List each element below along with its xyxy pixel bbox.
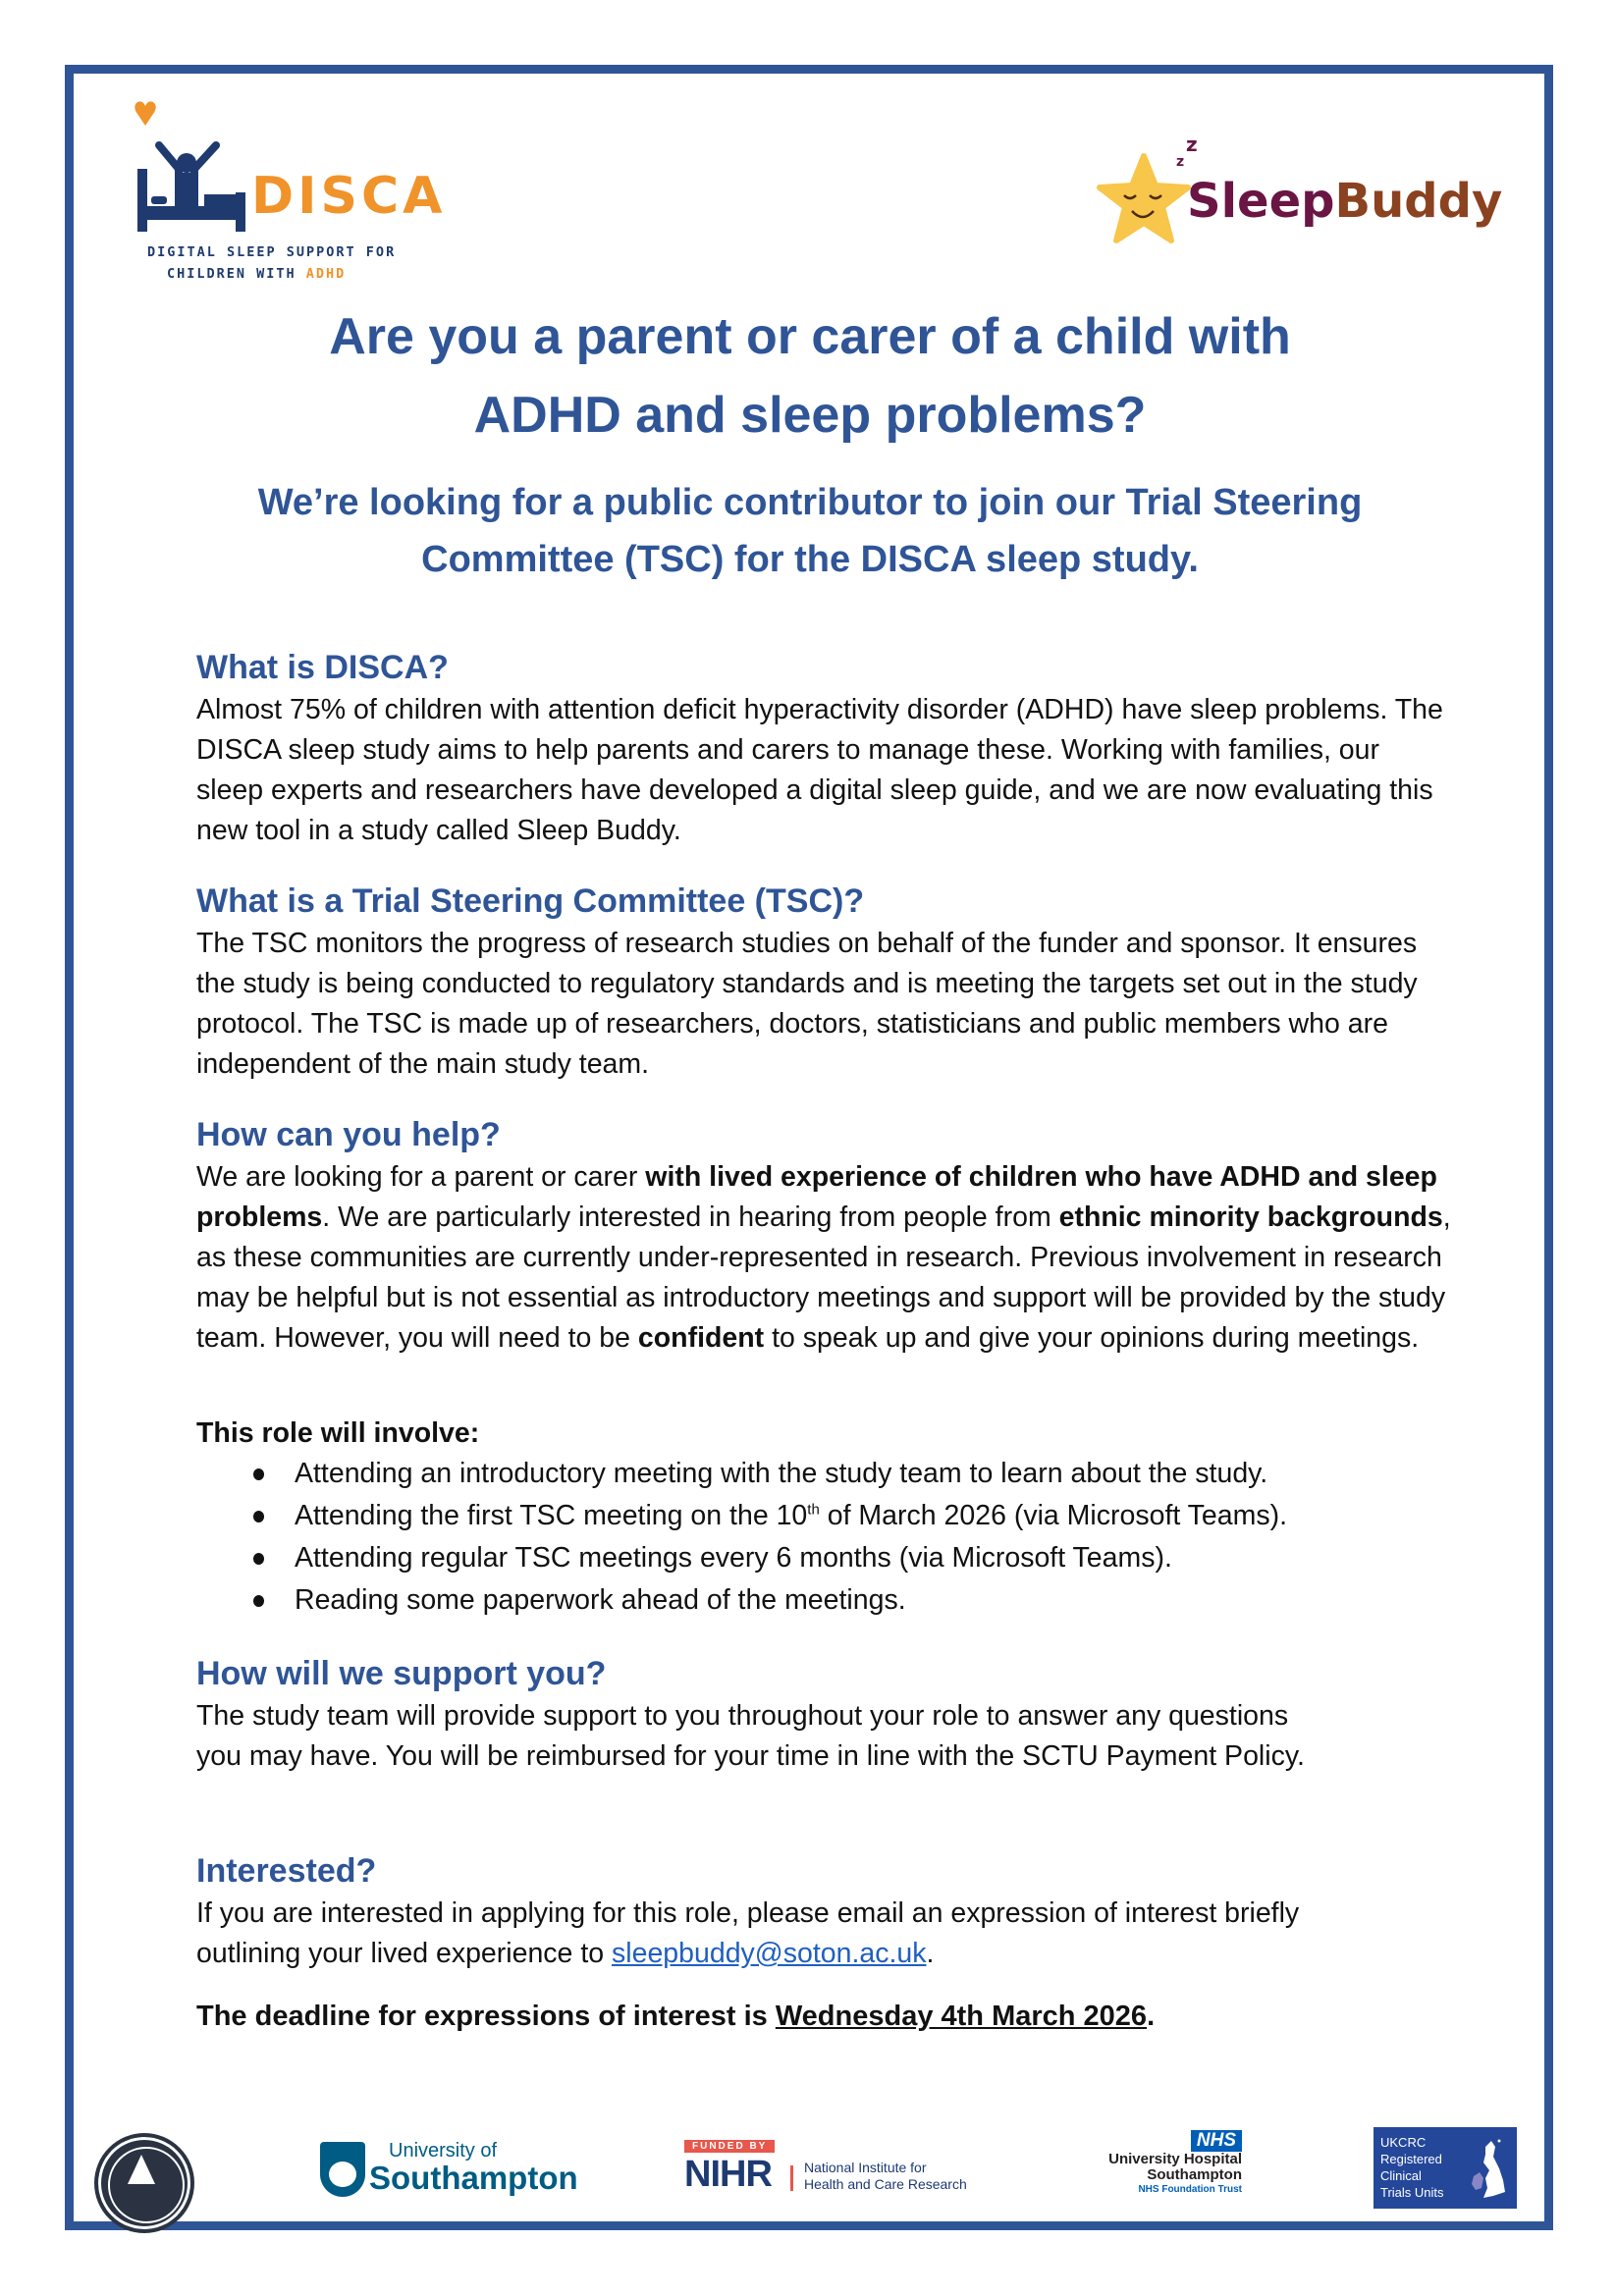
- role-heading: This role will involve:: [196, 1417, 480, 1449]
- ukcrc-logo: UKCRC Registered Clinical Trials Units: [1374, 2127, 1517, 2209]
- disca-tagline: DIGITAL SLEEP SUPPORT FOR CHILDREN WITH ADHD: [147, 244, 397, 282]
- role-list: [196, 1453, 1453, 1622]
- list-item: Attending regular TSC meetings every 6 months (via Microsoft Teams).: [196, 1537, 1453, 1579]
- section-what-is-disca: [196, 645, 1453, 851]
- university-hospital-southampton-logo: NHS University Hospital Southampton NHS Foundation Trust: [1108, 2130, 1242, 2195]
- sleepbuddy-wordmark: SleepBuddy: [1187, 174, 1503, 229]
- sleepbuddy-logo: [1095, 133, 1507, 245]
- sctu-logo: [94, 2133, 194, 2233]
- disca-logo: [128, 98, 447, 282]
- section-body: If you are interested in applying for this role, please email an expression of interest briefly outlining your lived experience to sleepbuddy@soton.ac.uk.: [196, 1897, 1300, 1969]
- deadline-date: Wednesday 4th March 2026: [775, 2001, 1148, 2032]
- list-item: Attending the first TSC meeting on the 10th of March 2026 (via Microsoft Teams).: [196, 1495, 1453, 1537]
- section-interested: [196, 1848, 1453, 1974]
- section-body: We are looking for a parent or carer with lived experience of children who have ADHD and sleep problems. We are particularly interested in hearing from people from ethnic minority backgrounds, as these communities are currently under-represented in research. Previous involvement in research may be helpful but is not essential as introductory meetings and support will be provided by the study team. However, you will need to be confident to speak up and give your opinions during meetings.: [196, 1161, 1451, 1354]
- divider: [790, 2165, 793, 2191]
- university-of-southampton-logo: University of Southampton: [320, 2138, 575, 2207]
- uk-map-icon: [1472, 2137, 1507, 2202]
- section-body: Almost 75% of children with attention deficit hyperactivity disorder (ADHD) have sleep problems. The DISCA sleep study aims to help parents and carers to manage these. Working with families, our sleep experts and researchers have developed a digital sleep guide, and we are now evaluating this new tool in a study called Sleep Buddy.: [196, 694, 1443, 846]
- list-item: Attending an introductory meeting with the study team to learn about the study.: [196, 1453, 1453, 1495]
- section-what-is-tsc: [196, 879, 1453, 1085]
- section-support: [196, 1651, 1453, 1777]
- email-link[interactable]: sleepbuddy@soton.ac.uk: [612, 1938, 927, 1969]
- sleep-z-large: z: [1186, 133, 1198, 156]
- sleep-z-small: z: [1176, 154, 1185, 170]
- bullet-icon: [253, 1595, 264, 1607]
- bullet-icon: [253, 1511, 264, 1522]
- child-on-bed-with-heart-icon: [128, 98, 255, 245]
- stag-shield-icon: [320, 2142, 365, 2197]
- funded-by-badge: FUNDED BY: [684, 2140, 775, 2153]
- nhs-badge: NHS: [1191, 2130, 1242, 2152]
- section-body: The study team will provide support to you throughout your role to answer any questions you may have. You will be reimbursed for your time in line with the SCTU Payment Policy.: [196, 1700, 1305, 1772]
- list-item: Reading some paperwork ahead of the meetings.: [196, 1579, 1453, 1622]
- deadline-notice: The deadline for expressions of interest is Wednesday 4th March 2026.: [196, 2001, 1156, 2032]
- section-heading: Interested?: [196, 1852, 377, 1890]
- section-role: [196, 1414, 1453, 1622]
- section-heading: How can you help?: [196, 1116, 501, 1153]
- page-subtitle: We’re looking for a public contributor to join our Trial Steering Committee (TSC) for the DISCA sleep study.: [257, 482, 1363, 580]
- section-heading: What is DISCA?: [196, 649, 449, 686]
- page-title: Are you a parent or carer of a child with ADHD and sleep problems?: [329, 308, 1291, 444]
- section-heading: What is a Trial Steering Committee (TSC)?: [196, 882, 865, 920]
- nihr-logo: FUNDED BY NIHR National Institute for Health and Care Research: [684, 2141, 967, 2195]
- disca-wordmark: DISCA: [251, 167, 447, 226]
- section-heading: How will we support you?: [196, 1655, 607, 1692]
- section-how-can-you-help: [196, 1112, 1453, 1359]
- section-body: The TSC monitors the progress of research studies on behalf of the funder and sponsor. It ensures the study is being conducted to regulatory standards and is meeting the targets set out in the study protocol. The TSC is made up of researchers, doctors, statisticians and public members who are independent of the main study team.: [196, 928, 1418, 1080]
- bullet-icon: [253, 1468, 264, 1480]
- bullet-icon: [253, 1553, 264, 1565]
